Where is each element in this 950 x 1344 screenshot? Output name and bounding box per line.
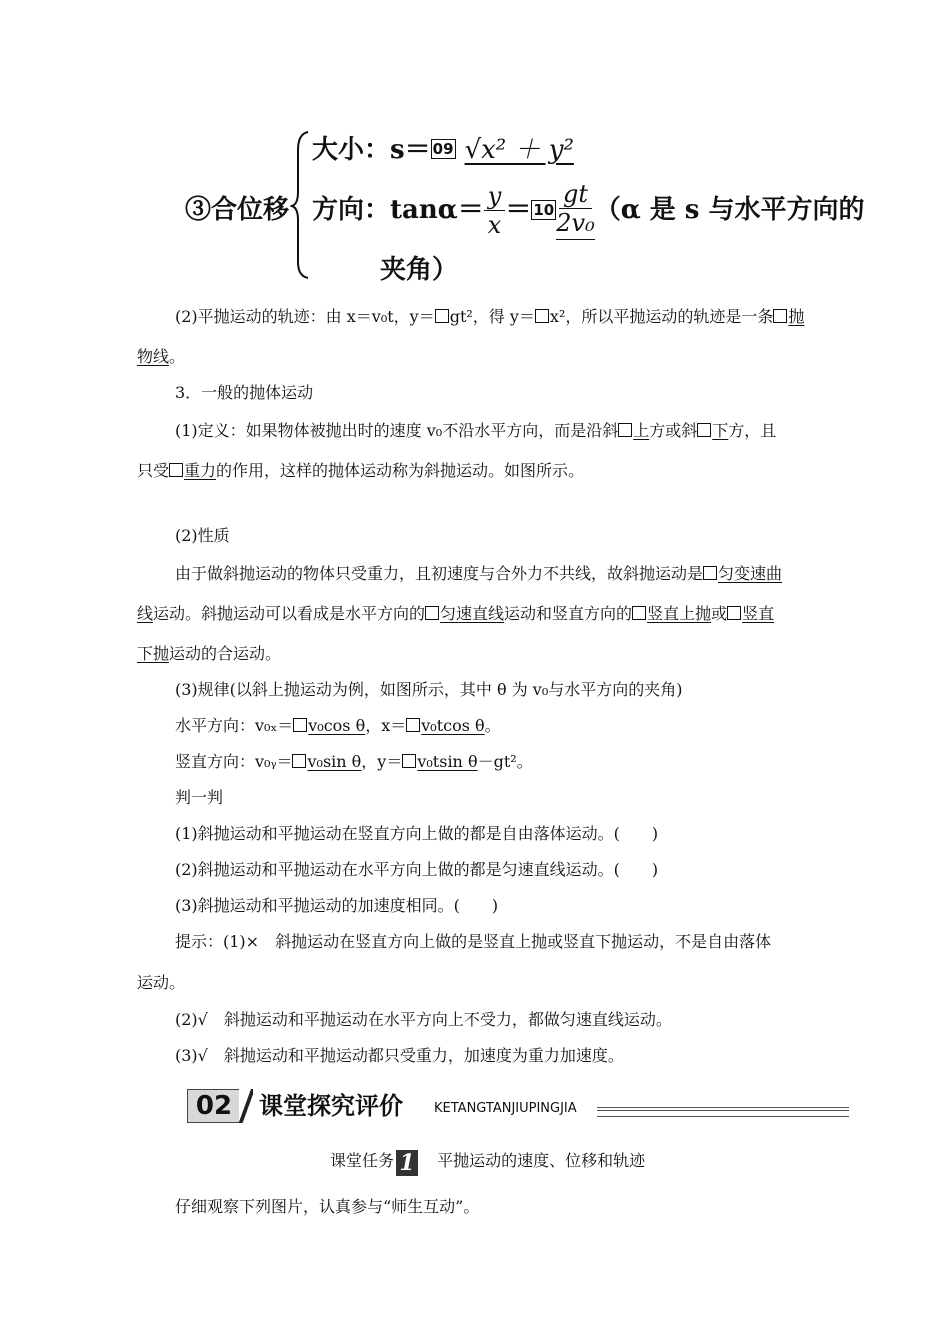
judge-item-2: (2)斜抛运动和平抛运动在水平方向上做的都是匀速直线运动。( ) bbox=[175, 860, 659, 879]
paragraph-observe: 仔细观察下列图片，认真参与“师生互动”。 bbox=[175, 1197, 480, 1216]
frac-denominator: 2v₀ bbox=[556, 209, 595, 237]
text: 匀变速曲 bbox=[718, 564, 783, 583]
text: 竖直方向：v₀ᵧ＝ bbox=[175, 752, 293, 771]
hint-2: (2)√ 斜抛运动和平抛运动在水平方向上不受力，都做匀速直线运动。 bbox=[175, 1010, 672, 1029]
text: x²，所以平抛运动的轨迹是一条 bbox=[549, 307, 774, 326]
frac-numerator: y bbox=[484, 182, 506, 211]
text: v₀tsin θ bbox=[417, 752, 478, 771]
text: ，x＝ bbox=[365, 716, 407, 735]
answer-underlined bbox=[773, 307, 804, 326]
text: 的作用，这样的抛体运动称为斜抛运动。如图所示。 bbox=[216, 461, 585, 480]
text: 运动。斜抛运动可以看成是水平方向的 bbox=[153, 604, 426, 623]
text: v₀tcos θ bbox=[421, 716, 485, 735]
task-number-badge: 1 bbox=[396, 1150, 418, 1176]
answer-box-10: 10 bbox=[533, 201, 555, 219]
direction-equals: ＝ bbox=[505, 195, 532, 225]
brace-icon bbox=[290, 130, 310, 280]
text: 运动的合运动。 bbox=[169, 644, 282, 663]
answer-box bbox=[632, 606, 646, 620]
task-title: 平抛运动的速度、位移和轨迹 bbox=[437, 1151, 646, 1170]
heading-judge: 判一判 bbox=[175, 788, 224, 807]
text: 方或斜 bbox=[649, 421, 698, 440]
text: (1)定义：如果物体被抛出时的速度 v₀不沿水平方向，而是沿斜 bbox=[175, 421, 619, 440]
answer-underlined bbox=[632, 604, 711, 623]
text: 由于做斜抛运动的物体只受重力，且初速度与合外力不共线，故斜抛运动是 bbox=[175, 564, 704, 583]
size-prefix: 大小：s＝ bbox=[312, 135, 431, 165]
answer-box bbox=[697, 423, 711, 437]
text: 上 bbox=[633, 421, 650, 440]
section-title: 课堂探究评价 bbox=[259, 1092, 403, 1120]
slash-icon bbox=[239, 1089, 253, 1123]
paragraph-nature-3 bbox=[137, 643, 281, 665]
fraction-gt-over-2v0 bbox=[556, 180, 594, 240]
answer-underlined bbox=[402, 752, 477, 771]
formula-vertical bbox=[175, 751, 533, 773]
answer-underlined: 物线 bbox=[137, 347, 170, 366]
fraction-y-over-x bbox=[484, 182, 506, 239]
section-number: 02 bbox=[187, 1089, 241, 1123]
text: 方，且 bbox=[728, 421, 777, 440]
text: －gt²。 bbox=[477, 752, 533, 771]
answer-box bbox=[727, 606, 741, 620]
text: 下 bbox=[712, 421, 729, 440]
answer-underlined: 线 bbox=[137, 604, 154, 623]
judge-item-3: (3)斜抛运动和平抛运动的加速度相同。( ) bbox=[175, 896, 499, 915]
answer-underlined bbox=[293, 716, 365, 735]
answer-box bbox=[293, 718, 307, 732]
paragraph-nature-2 bbox=[137, 603, 774, 625]
answer-box bbox=[406, 718, 420, 732]
section-banner bbox=[187, 1085, 849, 1125]
direction-prefix: 方向：tanα＝ bbox=[312, 195, 484, 225]
answer-box bbox=[402, 754, 416, 768]
paragraph-definition-2 bbox=[137, 460, 584, 482]
paragraph-definition-1 bbox=[175, 420, 776, 442]
answer-box bbox=[773, 309, 787, 323]
answer-underlined bbox=[169, 461, 216, 480]
direction-suffix: （α 是 s 与水平方向的 bbox=[594, 195, 865, 225]
text: ，y＝ bbox=[361, 752, 403, 771]
size-expression: √x² ＋ y² bbox=[464, 135, 574, 165]
answer-underlined bbox=[727, 604, 774, 623]
text: 只受 bbox=[137, 461, 170, 480]
heading-general-projectile: 3．一般的抛体运动 bbox=[175, 383, 314, 402]
paragraph-trajectory-1 bbox=[175, 306, 804, 328]
formula-row-angle: 夹角） bbox=[380, 255, 459, 285]
task-prefix: 课堂任务 bbox=[330, 1151, 395, 1170]
text: 。 bbox=[169, 347, 186, 366]
hint-3: (3)√ 斜抛运动和平抛运动都只受重力，加速度为重力加速度。 bbox=[175, 1046, 624, 1065]
formula-horizontal bbox=[175, 715, 501, 737]
text: gt²，得 y＝ bbox=[449, 307, 535, 326]
heading-rule: (3)规律(以斜上抛运动为例，如图所示，其中 θ 为 v₀与水平方向的夹角) bbox=[175, 680, 683, 699]
answer-box bbox=[703, 566, 717, 580]
text: 抛 bbox=[788, 307, 805, 326]
paragraph-nature-1 bbox=[175, 563, 782, 585]
text: 竖直上抛 bbox=[647, 604, 712, 623]
answer-underlined: 下抛 bbox=[137, 644, 170, 663]
answer-box-09: 09 bbox=[432, 140, 454, 158]
text: (2)平抛运动的轨迹：由 x＝v₀t，y＝ bbox=[175, 307, 435, 326]
answer-underlined bbox=[292, 752, 361, 771]
answer-underlined bbox=[697, 421, 728, 440]
answer-box bbox=[169, 463, 183, 477]
frac-denominator: x bbox=[487, 210, 502, 239]
text: 水平方向：v₀ₓ＝ bbox=[175, 716, 294, 735]
hint-1-cont: 运动。 bbox=[137, 973, 186, 992]
answer-underlined bbox=[618, 421, 649, 440]
answer-underlined bbox=[425, 604, 504, 623]
heading-nature: (2)性质 bbox=[175, 526, 230, 545]
formula-row-direction bbox=[312, 180, 865, 240]
answer-underlined bbox=[703, 564, 782, 583]
text: 。 bbox=[484, 716, 501, 735]
answer-underlined bbox=[406, 716, 484, 735]
text: 或 bbox=[711, 604, 728, 623]
answer-box bbox=[618, 423, 632, 437]
paragraph-trajectory-2 bbox=[137, 346, 185, 368]
judge-item-1: (1)斜抛运动和平抛运动在竖直方向上做的都是自由落体运动。( ) bbox=[175, 824, 659, 843]
text: 匀速直线 bbox=[440, 604, 505, 623]
text: v₀cos θ bbox=[308, 716, 366, 735]
text: v₀sin θ bbox=[307, 752, 362, 771]
frac-numerator: gt bbox=[559, 180, 592, 209]
text: 重力 bbox=[184, 461, 217, 480]
section-pinyin: KETANGTANJIUPINGJIA bbox=[434, 1101, 577, 1116]
answer-box bbox=[535, 309, 549, 323]
answer-box bbox=[425, 606, 439, 620]
answer-box bbox=[435, 309, 449, 323]
hint-1: 提示：(1)× 斜抛运动在竖直方向上做的是竖直上抛或竖直下抛运动，不是自由落体 bbox=[175, 932, 772, 951]
text: 竖直 bbox=[742, 604, 775, 623]
text: 运动和竖直方向的 bbox=[504, 604, 633, 623]
task-heading bbox=[330, 1148, 645, 1176]
decorative-rules bbox=[597, 1107, 849, 1117]
formula-label: ③合位移 bbox=[185, 195, 290, 225]
formula-row-size bbox=[312, 135, 574, 165]
answer-box bbox=[292, 754, 306, 768]
